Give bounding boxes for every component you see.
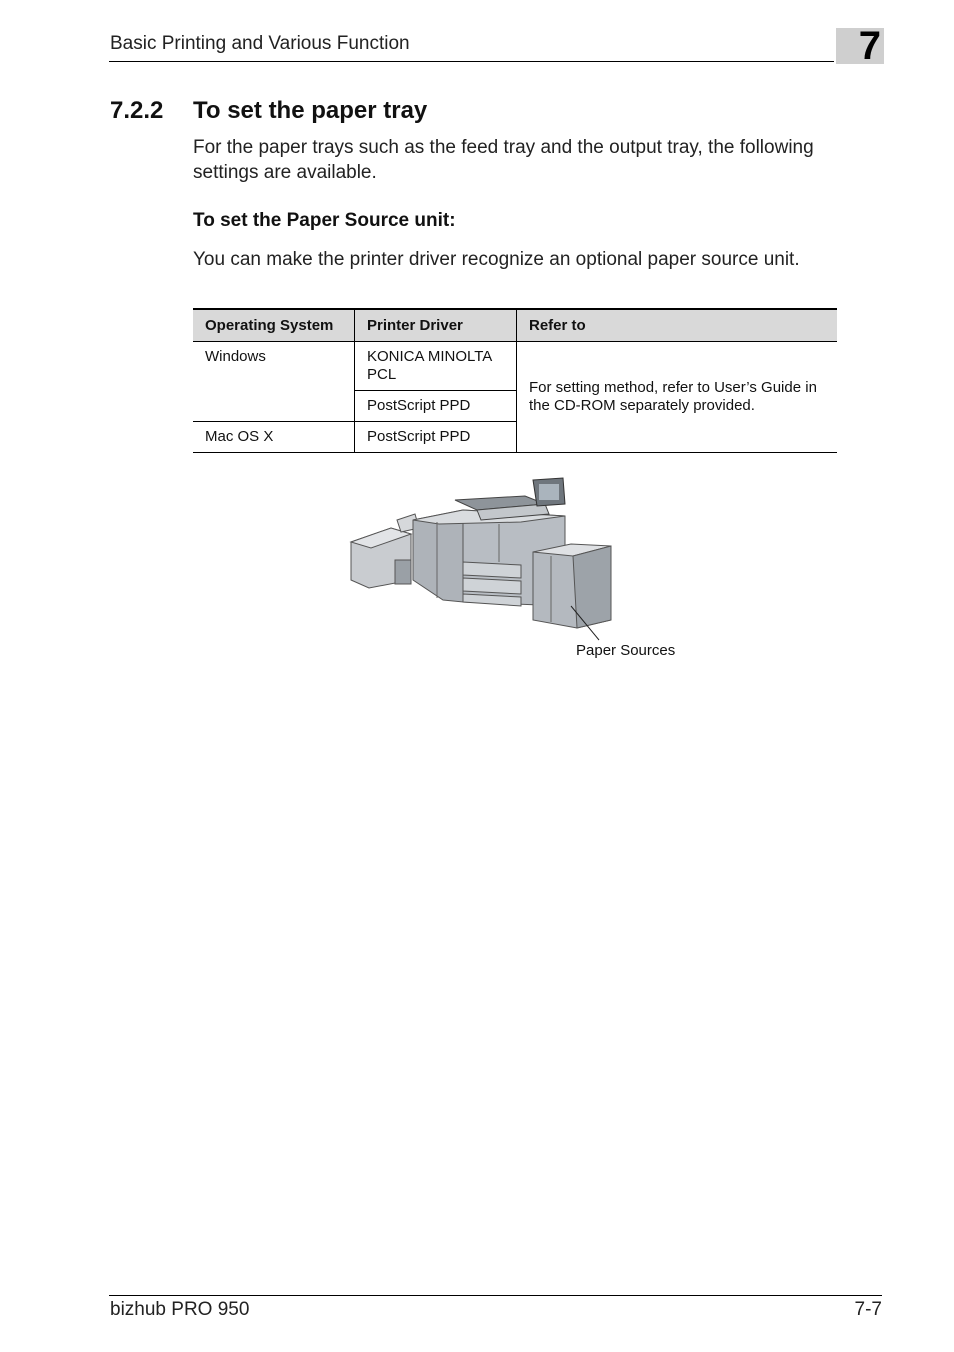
header-title: Basic Printing and Various Function: [110, 33, 410, 54]
cell-os: Windows: [193, 342, 355, 422]
subsection-text: You can make the printer driver recognize an optional paper source unit.: [193, 249, 800, 270]
section-intro: For the paper trays such as the feed tray and the output tray, the following settings are available.: [193, 137, 814, 183]
column-header-driver: Printer Driver: [355, 309, 517, 342]
cell-driver: PostScript PPD: [355, 422, 517, 453]
footer-divider: [109, 1295, 882, 1296]
table-header-row: [193, 309, 837, 342]
printer-drawing: [345, 470, 645, 670]
driver-table: [193, 308, 837, 453]
subsection-heading: To set the Paper Source unit:: [193, 210, 456, 231]
figure-caption: Paper Sources: [576, 642, 676, 659]
table-row: [193, 342, 837, 391]
cell-refer-to: For setting method, refer to User’s Guide in the CD-ROM separately provided.: [517, 342, 838, 453]
cell-driver: KONICA MINOLTA PCL: [355, 342, 517, 391]
page-number: 7-7: [854, 1299, 882, 1320]
printer-illustration: [345, 470, 645, 670]
cell-os: Mac OS X: [193, 422, 355, 453]
cell-driver: PostScript PPD: [355, 391, 517, 422]
column-header-os: Operating System: [193, 309, 355, 342]
section-number: 7.2.2: [110, 97, 164, 124]
column-header-refer: Refer to: [517, 309, 838, 342]
footer-product: bizhub PRO 950: [110, 1299, 250, 1320]
section-title: To set the paper tray: [193, 97, 428, 124]
chapter-tab: [836, 24, 884, 68]
chapter-number: 7: [858, 24, 881, 68]
header-divider: [109, 61, 834, 62]
